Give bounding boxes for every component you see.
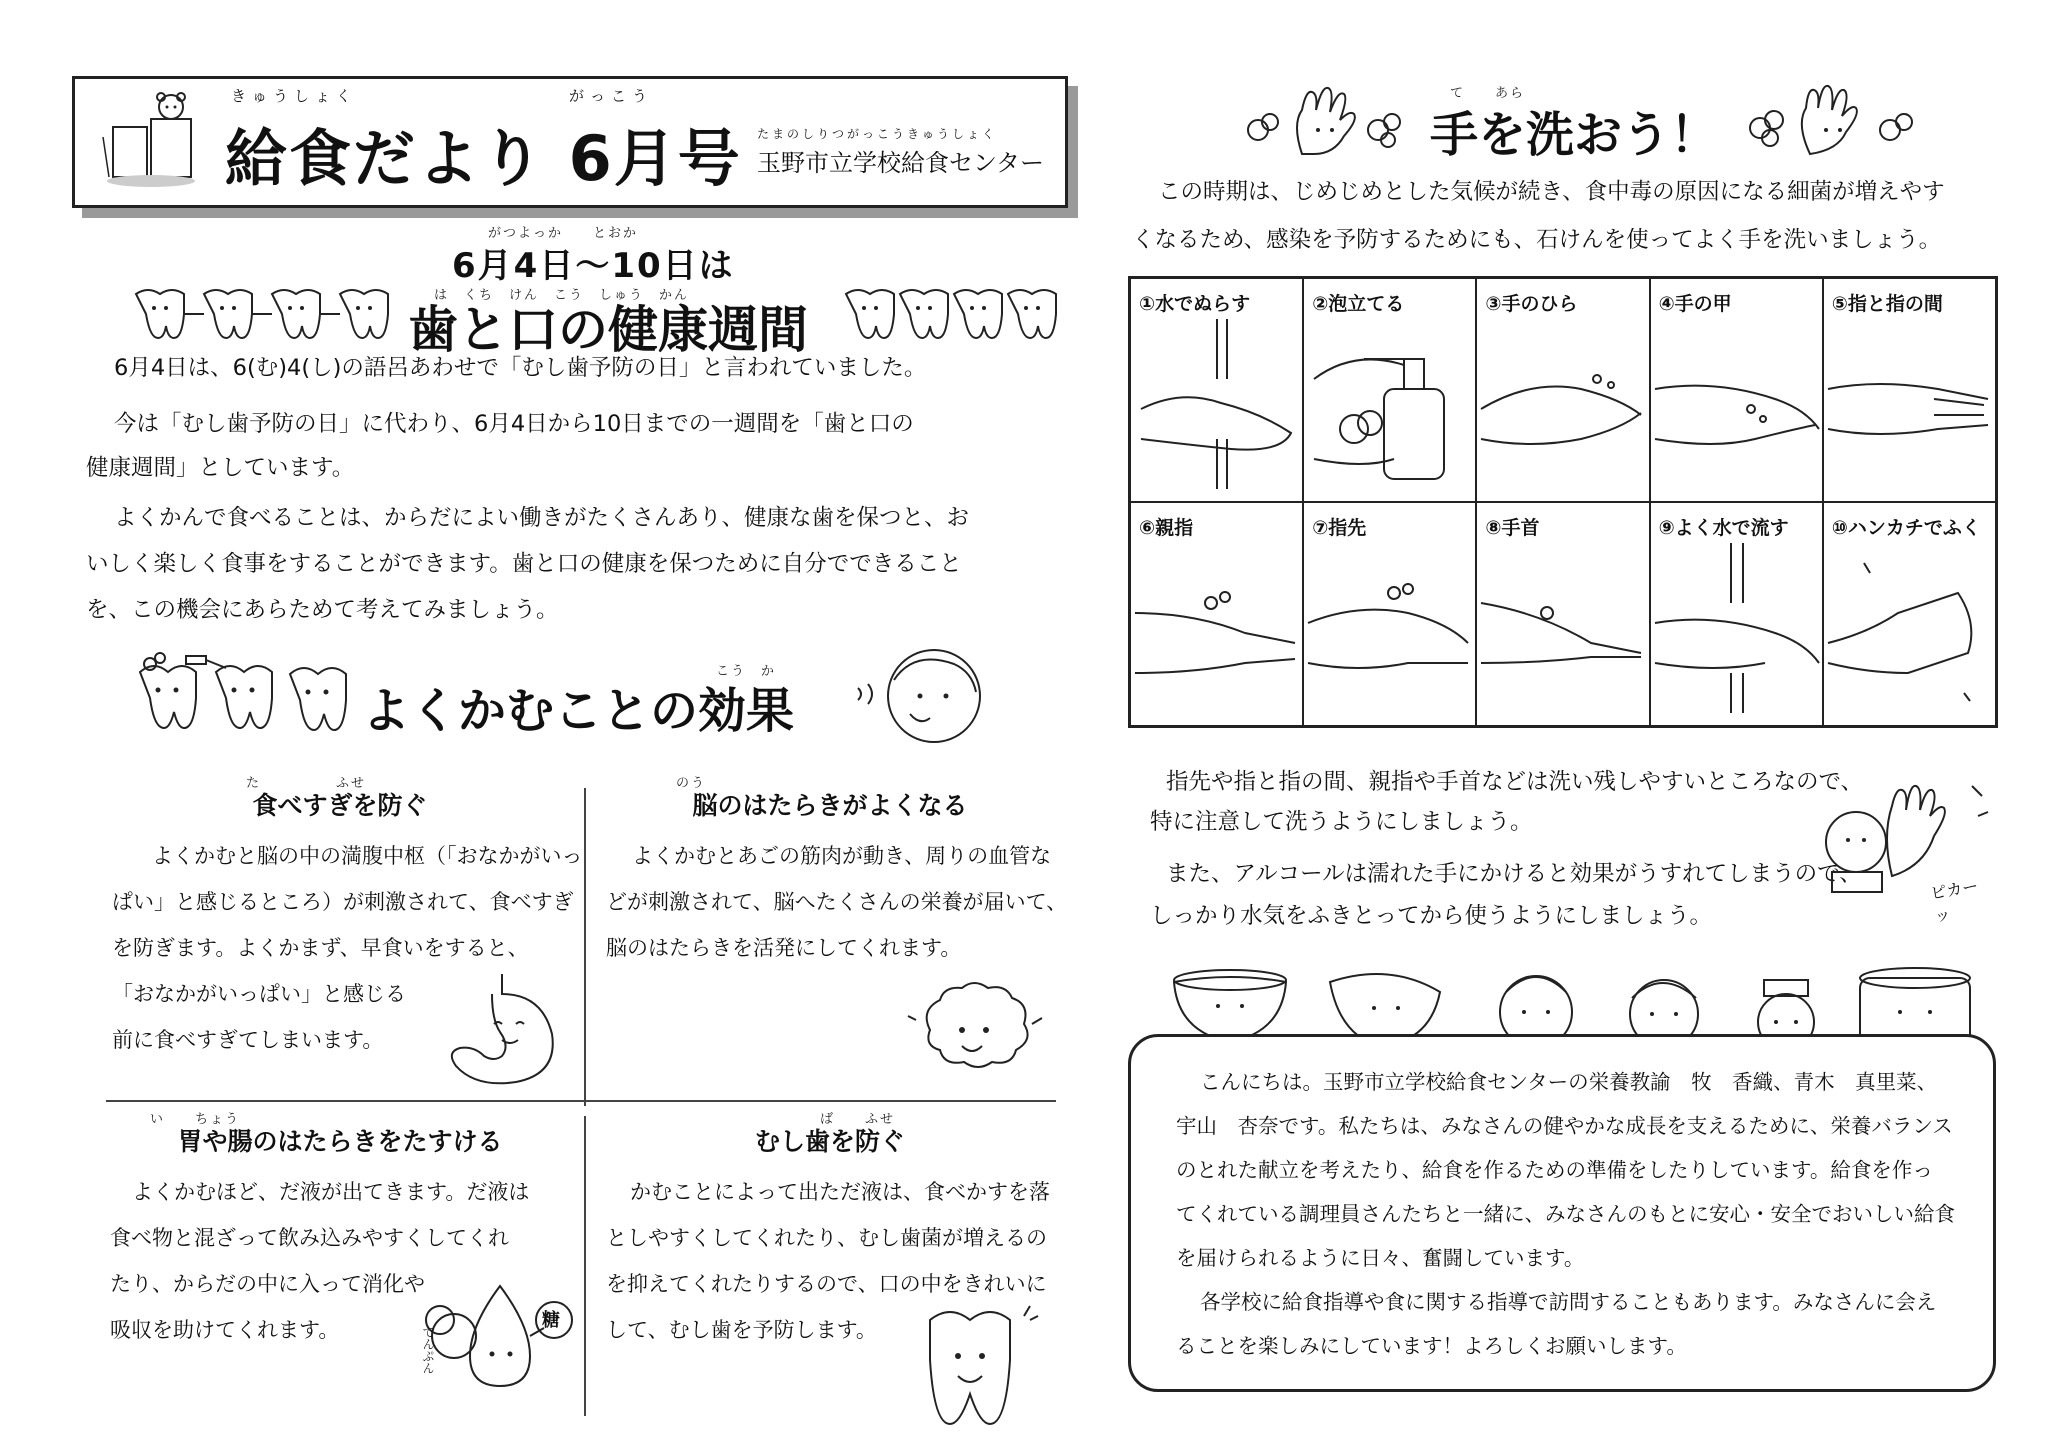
teeth-brush-characters-icon bbox=[130, 652, 360, 738]
wrist-wash-icon bbox=[1477, 543, 1649, 723]
wash-step-4 bbox=[1650, 278, 1823, 502]
wash-step-10-label: ⑩ハンカチでふく bbox=[1831, 517, 1981, 539]
sec3-ruby: い ちょう bbox=[150, 1112, 241, 1127]
vertical-divider-top bbox=[584, 788, 586, 1106]
sec2-body-1: よくかむとあごの筋肉が動き、周りの血管な bbox=[632, 844, 1052, 868]
handwash-note-2: 特に注意して洗うようにしましょう。 bbox=[1150, 809, 1533, 835]
sec4-body-4: して、むし歯を予防します。 bbox=[606, 1318, 877, 1342]
wash-step-1 bbox=[1130, 278, 1303, 502]
sec3-body-2: 食べ物と混ざって飲み込みやすくしてくれ bbox=[110, 1226, 509, 1250]
handwash-note-4: しっかり水気をふきとってから使うようにしましょう。 bbox=[1150, 903, 1713, 929]
handwash-intro-1: この時期は、じめじめとした気候が続き、食中毒の原因になる細菌が増えやす bbox=[1158, 179, 1945, 205]
wash-step-1-label: ①水でぬらす bbox=[1139, 293, 1251, 315]
handwash-title: 手を洗おう！ bbox=[1430, 107, 1719, 163]
palms-rubbing-icon bbox=[1477, 319, 1649, 499]
page-title: 給食だより 6月号 bbox=[225, 122, 742, 195]
sparkling-hand-icon bbox=[1812, 776, 1992, 926]
faucet-water-icon bbox=[1131, 319, 1303, 499]
tooth-character-icon bbox=[900, 1300, 1040, 1430]
sec2-body-2: どが刺激されて、脳へたくさんの栄養が届いて、 bbox=[606, 890, 1068, 914]
wash-step-3 bbox=[1476, 278, 1649, 502]
child-chewing-icon bbox=[850, 640, 1000, 750]
sec1-body-1: よくかむと脳の中の満腹中枢（「おなかがいっ bbox=[152, 844, 583, 868]
handwash-intro-2: くなるため、感染を予防するためにも、石けんを使ってよく手を洗いましょう。 bbox=[1132, 227, 1942, 253]
thumb-wash-icon bbox=[1131, 543, 1303, 723]
hand-character-right-icon bbox=[1740, 80, 1920, 164]
org-ruby: たまのしりつがっこうきゅうしょく bbox=[757, 127, 998, 141]
wash-step-3-label: ③手のひら bbox=[1485, 293, 1578, 315]
sec4-body-3: を抑えてくれたりするので、口の中をきれいに bbox=[606, 1272, 1047, 1296]
staff-line-6: 各学校に給食指導や食に関する指導で訪問することもあります。みなさんに会え bbox=[1200, 1290, 1937, 1314]
staff-line-5: を届けられるように日々、奮闘しています。 bbox=[1176, 1246, 1585, 1270]
saliva-character-icon bbox=[410, 1276, 580, 1406]
teeth-week-para-1: 6月4日は、6(む)4(し)の語呂あわせで「むし歯予防の日」と言われていました。 bbox=[114, 355, 927, 381]
handwash-note-1: 指先や指と指の間、親指や手首などは洗い残しやすいところなので、 bbox=[1166, 769, 1864, 795]
sec4-body-1: かむことによって出ただ液は、食べかすを落 bbox=[630, 1180, 1050, 1204]
teeth-week-title: 歯と口の健康週間 bbox=[408, 301, 808, 359]
title-ruby-left: きゅうしょく bbox=[231, 87, 358, 105]
wash-step-5 bbox=[1823, 278, 1996, 502]
between-fingers-icon bbox=[1824, 319, 1996, 499]
sec3-body-4: 吸収を助けてくれます。 bbox=[110, 1318, 340, 1342]
sec1-body-5: 前に食べすぎてしまいます。 bbox=[112, 1028, 384, 1052]
chewing-title: よくかむことの効果 bbox=[362, 683, 795, 739]
sec1-title: 食べすぎを防ぐ bbox=[252, 791, 428, 820]
saliva-text: でんぷん bbox=[421, 1326, 435, 1374]
bubble-text: 糖 bbox=[542, 1310, 560, 1331]
back-of-hand-icon bbox=[1651, 319, 1823, 499]
wash-step-5-label: ⑤指と指の間 bbox=[1831, 293, 1943, 315]
sec2-body-3: 脳のはたらきを活発にしてくれます。 bbox=[606, 936, 962, 960]
soap-bottle-icon bbox=[1304, 319, 1476, 499]
wash-step-9 bbox=[1650, 502, 1823, 726]
sec2-title: 脳のはたらきがよくなる bbox=[692, 791, 968, 820]
sec2-ruby: のう bbox=[676, 776, 707, 791]
teeth-characters-right-icon bbox=[842, 284, 1062, 344]
wash-step-9-label: ⑨よく水で流す bbox=[1658, 517, 1789, 539]
date-ruby: がつよっか とおか bbox=[488, 226, 639, 241]
handwash-title-ruby: て あら bbox=[1450, 86, 1526, 101]
sec1-body-2: ぱい」と感じるところ）が刺激されて、食べすぎ bbox=[112, 890, 574, 914]
wash-step-8 bbox=[1476, 502, 1649, 726]
bear-cup-icon bbox=[95, 87, 205, 197]
sec3-body-3: たり、からだの中に入って消化や bbox=[110, 1272, 425, 1296]
sec1-ruby: た ふせ bbox=[246, 776, 367, 791]
staff-line-3: のとれた献立を考えたり、給食を作るための準備をしたりしています。給食を作っ bbox=[1176, 1158, 1933, 1182]
sparkle-text: ピカーッ bbox=[1928, 876, 1980, 926]
wash-step-7 bbox=[1303, 502, 1476, 726]
date-line: 6月4日～10日は bbox=[452, 246, 735, 286]
handkerchief-icon bbox=[1824, 543, 1996, 723]
sec3-title: 胃や腸のはたらきをたすける bbox=[177, 1127, 503, 1156]
title-ruby-right: がっこう bbox=[569, 87, 654, 105]
staff-line-1: こんにちは。玉野市立学校給食センターの栄養教諭 牧 香織、青木 真里菜、 bbox=[1200, 1070, 1938, 1094]
hand-character-left-icon bbox=[1238, 84, 1418, 164]
teeth-week-para-2: 今は「むし歯予防の日」に代わり、6月4日から10日までの一週間を「歯と口の bbox=[114, 411, 914, 437]
header-banner bbox=[72, 76, 1068, 208]
wash-step-6 bbox=[1130, 502, 1303, 726]
teeth-week-para-6: を、この機会にあらためて考えてみましょう。 bbox=[86, 597, 559, 623]
fingertips-icon bbox=[1304, 543, 1476, 723]
horizontal-divider bbox=[106, 1100, 1056, 1102]
chewing-title-ruby: こう か bbox=[716, 664, 777, 679]
sec4-title: むし歯を防ぐ bbox=[754, 1127, 905, 1156]
wash-step-10 bbox=[1823, 502, 1996, 726]
wash-step-2 bbox=[1303, 278, 1476, 502]
staff-line-7: ることを楽しみにしています！よろしくお願いします。 bbox=[1176, 1334, 1687, 1358]
staff-line-4: てくれている調理員さんたちと一緒に、みなさんのもとに安心・安全でおいしい給食 bbox=[1176, 1202, 1955, 1226]
org-name: 玉野市立学校給食センター bbox=[757, 149, 1045, 177]
handwash-note-3: また、アルコールは濡れた手にかけると効果がうすれてしまうので、 bbox=[1166, 861, 1862, 887]
staff-line-2: 宇山 杏奈です。私たちは、みなさんの健やかな成長を支えるために、栄養バランス bbox=[1176, 1114, 1953, 1138]
wash-step-6-label: ⑥親指 bbox=[1139, 517, 1194, 539]
teeth-week-para-4: よくかんで食べることは、からだによい働きがたくさんあり、健康な歯を保つと、お bbox=[114, 505, 970, 531]
teeth-week-title-ruby: は くち けん こう しゅう かん bbox=[434, 288, 690, 303]
sec3-body-1: よくかむほど、だ液が出てきます。だ液は bbox=[132, 1180, 530, 1204]
handwash-steps-grid bbox=[1128, 276, 1998, 728]
sec4-ruby: ば ふせ bbox=[820, 1112, 896, 1127]
brain-character-icon bbox=[900, 980, 1050, 1080]
rinse-water-icon bbox=[1651, 543, 1823, 723]
teeth-week-para-5: いしく楽しく食事をすることができます。歯と口の健康を保つために自分でできること bbox=[86, 551, 962, 577]
sec1-body-4: 「おなかがいっぱい」と感じる bbox=[112, 982, 406, 1006]
wash-step-7-label: ⑦指先 bbox=[1312, 517, 1367, 539]
sec1-body-3: を防ぎます。よくかまず、早食いをすると、 bbox=[112, 936, 529, 960]
teeth-week-para-3: 健康週間」としています。 bbox=[86, 455, 355, 481]
teeth-characters-icon bbox=[128, 284, 400, 344]
wash-step-4-label: ④手の甲 bbox=[1658, 293, 1732, 315]
stomach-character-icon bbox=[432, 970, 572, 1090]
sec4-body-2: としやすくしてくれたり、むし歯菌が増えるの bbox=[606, 1226, 1047, 1250]
vertical-divider-bottom bbox=[584, 1116, 586, 1416]
wash-step-8-label: ⑧手首 bbox=[1485, 517, 1540, 539]
wash-step-2-label: ②泡立てる bbox=[1312, 293, 1405, 315]
